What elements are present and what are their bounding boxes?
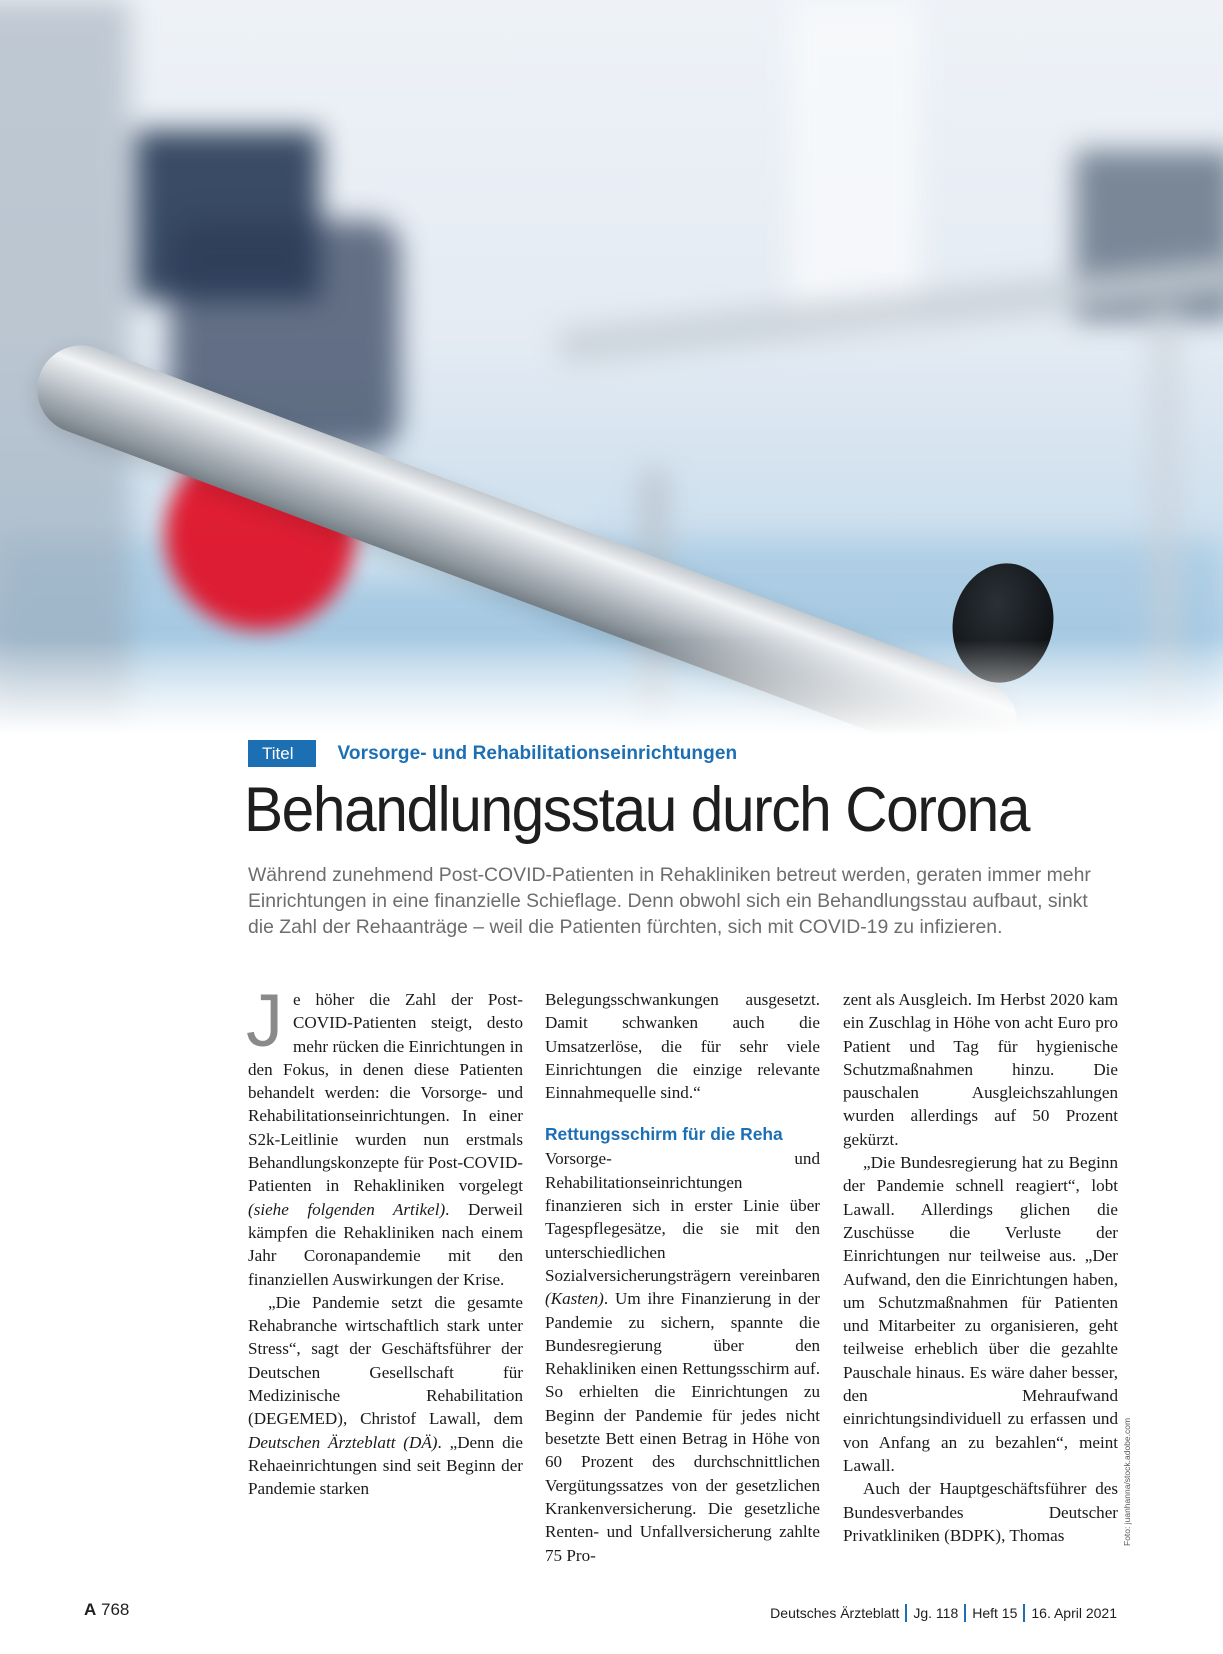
body-paragraph-4 bbox=[545, 1147, 820, 1566]
footer-meta bbox=[770, 1604, 1117, 1622]
photo-fade bbox=[0, 640, 1223, 740]
lead-paragraph: Während zunehmend Post-COVID-Patienten in Rehakliniken betreut werden, geraten immer mehr Einrichtungen in eine finanzielle Schieflage. Denn obwohl sich ein Behandlungsstau aufbaut, sinkt die Zahl der Rehaanträge – weil die Patienten fürchten, sich mit COVID-19 zu infizieren. bbox=[248, 864, 1091, 938]
body-paragraph-3: Belegungsschwankungen ausgesetzt. Damit schwanken auch die Umsatzerlöse, die für sehr viele Einrichtungen die einzige relevante Einnahmequelle sind.“ bbox=[545, 990, 820, 1103]
body-text: . „Denn die Rehaeinrichtungen sind seit Beginn der Pandemie starken bbox=[248, 1432, 523, 1499]
rubric bbox=[248, 740, 737, 767]
body-column-2 bbox=[545, 988, 820, 1567]
photo-credit: Foto: juanhanna/stock.adobe.com bbox=[1122, 1417, 1132, 1546]
body-text: . Derweil kämpfen die Rehakliniken nach einem Jahr Coronapandemie mit den finanziellen Auswirkungen der Krise. bbox=[248, 1199, 523, 1289]
cross-reference: (siehe folgenden Artikel) bbox=[248, 1199, 446, 1219]
drop-cap: J bbox=[246, 979, 283, 1062]
volume: Jg. 118 bbox=[913, 1605, 959, 1621]
rubric-topic: Vorsorge- und Rehabilitationseinrichtungen bbox=[337, 742, 738, 764]
body-text: . Um ihre Finanzierung in der Pandemie zu sichern, spannte die Bundesregierung über den Rehakliniken einen Rettungsschirm auf. So erhielten die Einrichtungen zu Beginn der Pandemie für jedes nicht besetzte Bett einen Betrag in Höhe von 60 Prozent des durchschnittlichen Vergütungssatzes von der gesetzlichen Krankenversicherung. Die gesetzliche Renten- und Unfallversicherung zahlte 75 Pro- bbox=[545, 1289, 820, 1565]
page-prefix: A bbox=[84, 1600, 97, 1619]
footer-separator bbox=[964, 1604, 966, 1622]
body-text: „Die Pandemie setzt die gesamte Rehabranche wirtschaftlich stark unter Stress“, sagt der Geschäftsführer der Deutschen Gesellschaft für Medizinische Rehabilitation (DEGEMED), Christof Lawall, dem bbox=[248, 1292, 523, 1429]
publication-title: Deutsches Ärzteblatt bbox=[770, 1605, 900, 1621]
body-text: e höher die Zahl der Post-COVID-Patienten steigt, desto mehr rücken die Einrichtungen in den Fokus, in denen diese Patienten behandelt werden: die Vorsorge- und Rehabilitationseinrichtungen. In einer S2k-Leitlinie wurden nun erstmals Behandlungskonzepte für Post-COVID-Patienten in Rehakliniken vorgelegt bbox=[248, 990, 523, 1196]
subheading: Rettungsschirm für die Reha bbox=[545, 1124, 783, 1145]
footer-separator bbox=[1023, 1604, 1025, 1622]
hero-photo bbox=[0, 0, 1223, 740]
body-text: Vorsorge- und Rehabilitationseinrichtungen finanzieren sich in erster Linie über Tagespflegesätze, die sie mit den unterschiedlichen Sozialversicherungsträgern vereinbaren bbox=[545, 1149, 820, 1285]
body-paragraph-6: „Die Bundesregierung hat zu Beginn der Pandemie schnell reagiert“, lobt Lawall. Allerdings glichen die Zuschüsse die Verluste der Einrichtungen nur teilweise aus. „Der Aufwand, den die Einrichtungen haben, um Schutzmaßnahmen für Patienten und Mitarbeiter zu organisieren, geht teilweise erheblich über die gezahlte Pauschale hinaus. Es wäre daher besser, den Mehraufwand einrichtungsindividuell zu erfassen und von Anfang an zu bezahlen“, meint Lawall. bbox=[843, 1153, 1118, 1475]
rubric-tag: Titel bbox=[248, 740, 316, 767]
body-paragraph-2 bbox=[248, 1291, 523, 1501]
body-column-3 bbox=[843, 988, 1118, 1547]
publication-name: Deutschen Ärzteblatt (DÄ) bbox=[248, 1432, 438, 1452]
issue-date: 16. April 2021 bbox=[1031, 1605, 1117, 1621]
headline: Behandlungsstau durch Corona bbox=[244, 775, 1030, 845]
body-paragraph-5: zent als Ausgleich. Im Herbst 2020 kam ein Zuschlag in Höhe von acht Euro pro Patient und Tag für hygienische Schutzmaßnahmen hinzu. Die pauschalen Ausgleichszahlungen wurden allerdings auf 50 Prozent gekürzt. bbox=[843, 990, 1118, 1149]
page-number bbox=[84, 1600, 129, 1620]
page-number-value: 768 bbox=[101, 1600, 130, 1619]
body-paragraph-1 bbox=[246, 979, 523, 1291]
cross-reference: (Kasten) bbox=[545, 1289, 604, 1309]
photo-wall-right bbox=[790, 0, 920, 320]
issue: Heft 15 bbox=[972, 1605, 1018, 1621]
body-column-1 bbox=[246, 979, 523, 1501]
footer-separator bbox=[905, 1604, 907, 1622]
body-paragraph-7: Auch der Hauptgeschäftsführer des Bundesverbandes Deutscher Privatkliniken (BDPK), Thomas bbox=[843, 1479, 1118, 1545]
